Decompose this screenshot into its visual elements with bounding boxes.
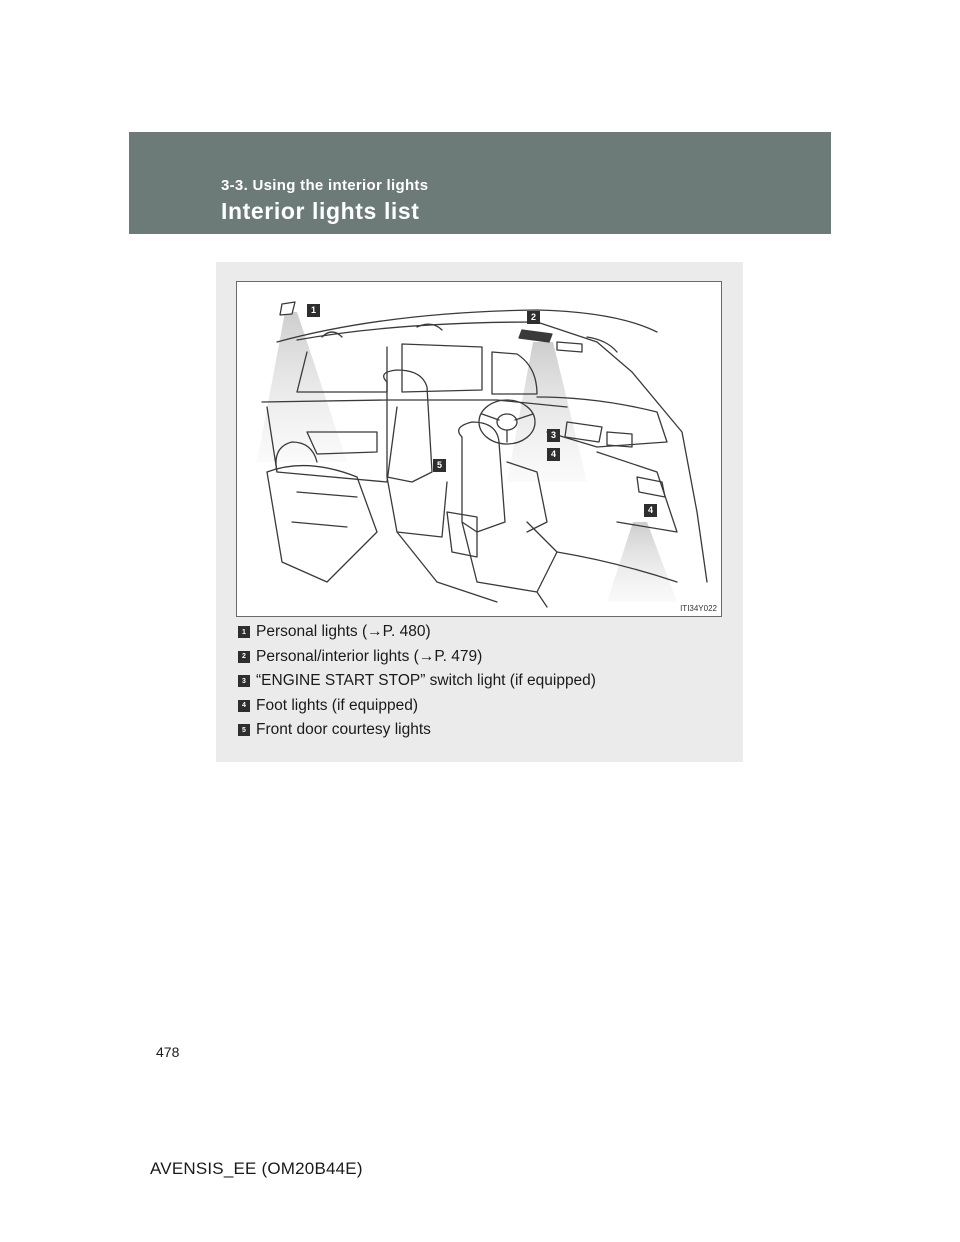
callout-1: 1 — [307, 304, 320, 317]
legend-text: “ENGINE START STOP” switch light (if equipped) — [256, 672, 596, 690]
car-interior-drawing — [237, 282, 722, 617]
legend-text: Front door courtesy lights — [256, 721, 431, 739]
callout-3: 3 — [547, 429, 560, 442]
legend-number: 5 — [238, 724, 250, 736]
legend-text: Personal lights (→P. 480) — [256, 623, 431, 641]
section-title: 3-3. Using the interior lights — [221, 177, 429, 194]
interior-illustration — [236, 281, 722, 617]
legend-number: 4 — [238, 700, 250, 712]
page-title: Interior lights list — [221, 198, 420, 224]
legend-item — [238, 669, 718, 694]
legend-item — [238, 645, 718, 670]
callout-4-lower: 4 — [644, 504, 657, 517]
page-number: 478 — [156, 1044, 180, 1060]
callout-2: 2 — [527, 311, 540, 324]
chapter-header — [129, 132, 831, 234]
callout-5: 5 — [433, 459, 446, 472]
legend-item — [238, 694, 718, 719]
legend-text: Personal/interior lights (→P. 479) — [256, 647, 483, 665]
foot-light-beam — [607, 522, 677, 602]
legend-number: 3 — [238, 675, 250, 687]
legend-number: 1 — [238, 626, 250, 638]
legend-item — [238, 620, 718, 645]
document-id: AVENSIS_EE (OM20B44E) — [150, 1159, 363, 1178]
legend-number: 2 — [238, 651, 250, 663]
callout-4-upper: 4 — [547, 448, 560, 461]
interior-light-beam — [507, 342, 587, 482]
legend-item — [238, 718, 718, 743]
legend-text: Foot lights (if equipped) — [256, 696, 418, 714]
legend-list — [238, 620, 718, 743]
figure-code: ITI34Y022 — [680, 604, 717, 613]
figure-panel — [216, 262, 743, 762]
